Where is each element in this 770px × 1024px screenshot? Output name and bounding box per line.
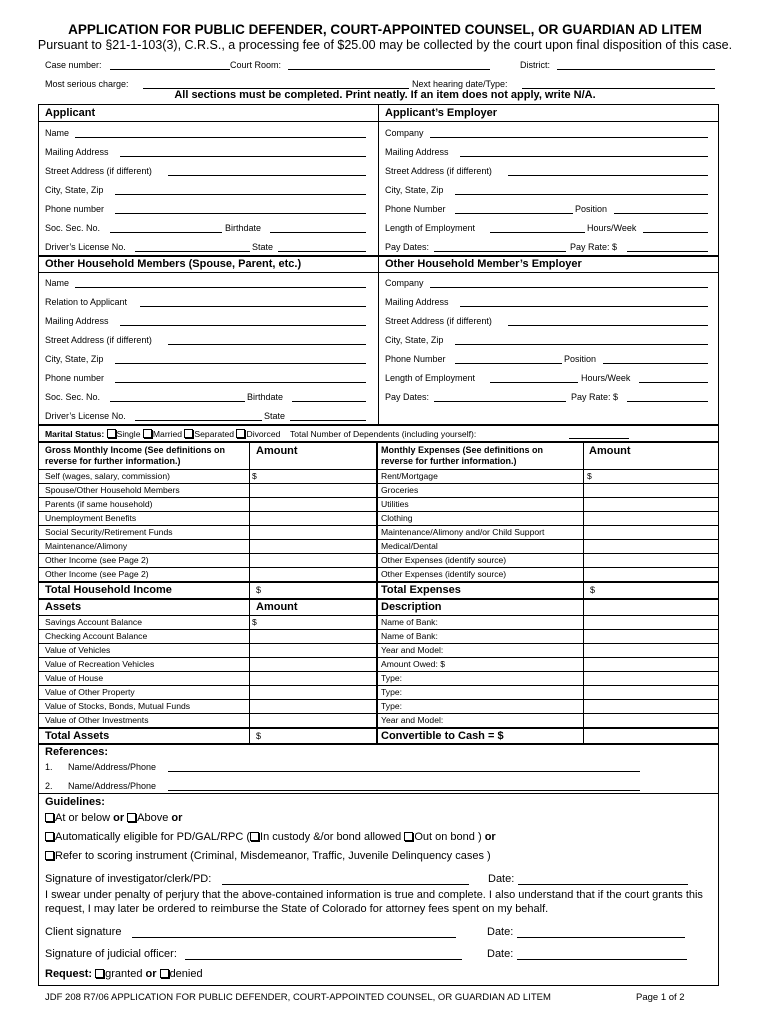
employer-payrate-field[interactable] <box>627 251 708 252</box>
row-divider <box>38 699 719 700</box>
client-date-field[interactable] <box>517 937 685 938</box>
form-subtitle: Pursuant to §21-1-103(3), C.R.S., a processing fee of $25.00 may be collected by the court upon final disposition of this case. <box>37 38 733 52</box>
hhe-street-label: Street Address (if different) <box>385 316 492 326</box>
divider <box>38 793 719 794</box>
expense-row-value-field[interactable] <box>587 499 712 511</box>
expense-row-value-field[interactable] <box>587 485 712 497</box>
investigator-date-field[interactable] <box>518 884 688 885</box>
hearing-label: Next hearing date/Type: <box>412 79 508 89</box>
reference-2-field[interactable] <box>168 790 640 791</box>
applicant-license-label: Driver’s License No. <box>45 242 126 252</box>
row-divider <box>38 539 719 540</box>
expense-row-value-field[interactable] <box>587 555 712 567</box>
denied-label: denied <box>169 968 203 980</box>
income-guideline-row <box>45 812 182 824</box>
employer-length-label: Length of Employment <box>385 223 476 233</box>
single-checkbox[interactable] <box>107 429 116 438</box>
total-income-label: Total Household Income <box>45 584 172 596</box>
income-row-amount-field[interactable] <box>252 541 372 553</box>
hh-city-label: City, State, Zip <box>45 354 104 364</box>
hhe-city-label: City, State, Zip <box>385 335 444 345</box>
income-row-label: Other Income (see Page 2) <box>45 569 149 579</box>
district-field[interactable] <box>557 69 715 70</box>
applicant-license-field[interactable] <box>135 251 250 252</box>
income-row-amount-field[interactable] <box>252 569 372 581</box>
expense-row-label: Maintenance/Alimony and/or Child Support <box>381 527 545 537</box>
total-assets-dollar: $ <box>256 731 262 741</box>
references-heading: References: <box>45 746 108 758</box>
charge-label: Most serious charge: <box>45 79 129 89</box>
description-row-value-field[interactable] <box>587 617 712 629</box>
expense-row-label: Other Expenses (identify source) <box>381 569 507 579</box>
footer-form-id: JDF 208 R7/06 APPLICATION FOR PUBLIC DEFENDER, COURT-APPOINTED COUNSEL, OR GUARDIAN AD LITEM <box>45 992 551 1003</box>
scoring-label: Refer to scoring instrument (Criminal, Misdemeanor, Traffic, Juvenile Delinquency cases ) <box>55 850 491 862</box>
income-row-label: Self (wages, salary, commission) <box>45 471 170 481</box>
hh-name-field[interactable] <box>75 287 366 288</box>
total-expenses-label: Total Expenses <box>381 584 461 596</box>
dependents-field[interactable] <box>569 438 629 439</box>
denied-checkbox[interactable] <box>160 969 169 978</box>
row-divider <box>38 629 719 630</box>
hh-mailing-label: Mailing Address <box>45 316 109 326</box>
row-divider <box>38 671 719 672</box>
marital-status-row <box>45 429 476 439</box>
applicant-heading: Applicant <box>45 107 96 119</box>
applicant-name-label: Name <box>45 128 70 138</box>
investigator-label: Signature of investigator/clerk/PD: <box>45 873 212 885</box>
applicant-ssn-field[interactable] <box>110 232 222 233</box>
income-row-label: Maintenance/Alimony <box>45 541 128 551</box>
reference-1-label: Name/Address/Phone <box>68 762 157 772</box>
description-heading: Description <box>381 601 442 613</box>
divider <box>38 598 719 600</box>
above-checkbox[interactable] <box>127 813 136 822</box>
hhe-hours-field[interactable] <box>639 382 708 383</box>
income-row-amount-field[interactable] <box>252 513 372 525</box>
auto-eligible-row <box>45 831 496 843</box>
investigator-signature-field[interactable] <box>222 884 469 885</box>
employer-hours-field[interactable] <box>643 232 708 233</box>
income-row-label: Other Income (see Page 2) <box>45 555 149 565</box>
row-divider <box>38 497 719 498</box>
divider <box>378 104 379 257</box>
row-divider <box>38 525 719 526</box>
income-heading: Gross Monthly Income (See definitions on reverse for further information.) <box>45 445 226 466</box>
description-row-label: Type: <box>381 701 403 711</box>
reference-1-field[interactable] <box>168 771 640 772</box>
applicant-name-field[interactable] <box>75 137 366 138</box>
total-income-dollar: $ <box>256 585 262 595</box>
applicant-mailing-label: Mailing Address <box>45 147 109 157</box>
court-room-label: Court Room: <box>230 60 282 70</box>
row-divider <box>38 553 719 554</box>
marital-label: Marital Status: <box>45 429 105 439</box>
hhe-mailing-field[interactable] <box>460 306 708 307</box>
hh-city-field[interactable] <box>115 363 366 364</box>
hhe-position-field[interactable] <box>603 363 708 364</box>
row-divider <box>38 713 719 714</box>
employer-position-label: Position <box>575 204 608 214</box>
asset-row-label: Value of Other Investments <box>45 715 149 725</box>
employer-position-field[interactable] <box>614 213 708 214</box>
description-row-label: Type: <box>381 673 403 683</box>
hh-birthdate-label: Birthdate <box>247 392 284 402</box>
dependents-label: Total Number of Dependents (including yourself): <box>289 429 477 439</box>
hh-phone-field[interactable] <box>115 382 366 383</box>
asset-row-amount-field[interactable] <box>252 631 372 643</box>
expense-row-value-field[interactable]: $ <box>587 471 592 481</box>
reference-2-number: 2. <box>45 781 53 791</box>
out-on-bond-checkbox[interactable] <box>404 832 413 841</box>
page-number: Page 1 of 2 <box>636 992 685 1003</box>
auto-eligible-label: Automatically eligible for PD/GAL/RPC ( <box>55 831 251 843</box>
employer-hours-label: Hours/Week <box>587 223 637 233</box>
employer-street-field[interactable] <box>508 175 708 176</box>
description-row-value-field[interactable] <box>587 673 712 685</box>
auto-eligible-checkbox[interactable] <box>45 832 54 841</box>
divider <box>38 727 719 729</box>
married-checkbox[interactable] <box>143 429 152 438</box>
perjury-statement: I swear under penalty of perjury that the above-contained information is true and complete. I also understand that if the court grants this request, I may later be ordered to reimburse the State of Colorado for attorney fees spent on my behalf. <box>45 889 703 915</box>
scoring-checkbox[interactable] <box>45 851 54 860</box>
applicant-phone-label: Phone number <box>45 204 105 214</box>
employer-paydates-field[interactable] <box>434 251 566 252</box>
hhe-payrate-field[interactable] <box>627 401 708 402</box>
applicant-state-label: State <box>252 242 274 252</box>
employer-company-label: Company <box>385 128 424 138</box>
hh-mailing-field[interactable] <box>120 325 366 326</box>
income-row-amount-field[interactable]: $ <box>252 471 257 481</box>
row-divider <box>38 511 719 512</box>
judicial-signature-field[interactable] <box>185 959 462 960</box>
income-row-label: Unemployment Benefits <box>45 513 137 523</box>
expenses-heading: Monthly Expenses (See definitions on reverse for further information.) <box>381 445 544 466</box>
row-divider <box>38 483 719 484</box>
expense-row-value-field[interactable] <box>587 541 712 553</box>
income-row-label: Social Security/Retirement Funds <box>45 527 173 537</box>
hh-state-field[interactable] <box>290 420 366 421</box>
guidelines-heading: Guidelines: <box>45 796 105 808</box>
reference-1-number: 1. <box>45 762 53 772</box>
asset-row-amount-field[interactable] <box>252 645 372 657</box>
hhe-city-field[interactable] <box>455 344 708 345</box>
assets-amount-heading: Amount <box>256 601 298 613</box>
divider <box>38 272 719 273</box>
judicial-signature-label: Signature of judicial officer: <box>45 948 177 960</box>
out-on-bond-label: Out on bond ) <box>414 831 482 843</box>
hh-street-label: Street Address (if different) <box>45 335 152 345</box>
hhe-company-label: Company <box>385 278 424 288</box>
employer-city-label: City, State, Zip <box>385 185 444 195</box>
income-row-label: Parents (if same household) <box>45 499 153 509</box>
client-date-label: Date: <box>487 926 514 938</box>
separated-label: Separated <box>194 429 235 439</box>
hhe-paydates-field[interactable] <box>434 401 566 402</box>
hh-relation-field[interactable] <box>140 306 366 307</box>
total-assets-label: Total Assets <box>45 730 110 742</box>
expense-row-label: Rent/Mortgage <box>381 471 438 481</box>
applicant-birthdate-field[interactable] <box>270 232 366 233</box>
at-or-below-label: At or below <box>55 812 111 824</box>
in-custody-label: In custody &/or bond allowed <box>260 831 402 843</box>
request-label: Request: <box>45 968 93 980</box>
hh-birthdate-field[interactable] <box>292 401 366 402</box>
row-divider <box>38 685 719 686</box>
employer-payrate-label: Pay Rate: $ <box>570 242 618 252</box>
applicant-city-label: City, State, Zip <box>45 185 104 195</box>
income-row-label: Spouse/Other Household Members <box>45 485 180 495</box>
hh-name-label: Name <box>45 278 70 288</box>
convertible-cash-label: Convertible to Cash = $ <box>381 730 504 742</box>
divider <box>38 469 719 470</box>
divorced-label: Divorced <box>246 429 281 439</box>
investigator-date-label: Date: <box>488 873 515 885</box>
client-signature-label: Client signature <box>45 926 122 938</box>
description-row-label: Type: <box>381 687 403 697</box>
expense-row-value-field[interactable] <box>587 569 712 581</box>
applicant-city-field[interactable] <box>115 194 366 195</box>
asset-row-label: Value of Stocks, Bonds, Mutual Funds <box>45 701 191 711</box>
asset-row-label: Value of House <box>45 673 104 683</box>
reference-2-label: Name/Address/Phone <box>68 781 157 791</box>
description-row-label: Amount Owed: $ <box>381 659 446 669</box>
hhe-phone-field[interactable] <box>455 363 562 364</box>
employer-street-label: Street Address (if different) <box>385 166 492 176</box>
divider <box>38 615 719 616</box>
employer-phone-label: Phone Number <box>385 204 446 214</box>
expense-row-value-field[interactable] <box>587 513 712 525</box>
hh-license-field[interactable] <box>135 420 262 421</box>
hhe-mailing-label: Mailing Address <box>385 297 449 307</box>
granted-checkbox[interactable] <box>95 969 104 978</box>
hh-license-label: Driver’s License No. <box>45 411 126 421</box>
expense-row-label: Other Expenses (identify source) <box>381 555 507 565</box>
employer-phone-field[interactable] <box>455 213 573 214</box>
district-label: District: <box>520 60 550 70</box>
employer-heading: Applicant’s Employer <box>385 107 498 119</box>
employer-paydates-label: Pay Dates: <box>385 242 430 252</box>
total-expenses-dollar: $ <box>590 585 596 595</box>
assets-heading: Assets <box>45 601 82 613</box>
or-text: or <box>145 968 157 980</box>
applicant-street-label: Street Address (if different) <box>45 166 152 176</box>
judicial-date-field[interactable] <box>517 959 687 960</box>
divider <box>38 441 719 443</box>
hhe-length-field[interactable] <box>490 382 578 383</box>
scoring-row <box>45 850 491 862</box>
applicant-street-field[interactable] <box>168 175 366 176</box>
case-number-field[interactable] <box>110 69 230 70</box>
hhe-paydates-label: Pay Dates: <box>385 392 430 402</box>
description-row-label: Name of Bank: <box>381 617 438 627</box>
description-row-value-field[interactable] <box>587 645 712 657</box>
employer-mailing-label: Mailing Address <box>385 147 449 157</box>
expense-row-label: Clothing <box>381 513 413 523</box>
notice-text: All sections must be completed. Print neatly. If an item does not apply, write N/A. <box>174 89 596 101</box>
form-title: APPLICATION FOR PUBLIC DEFENDER, COURT-APPOINTED COUNSEL, OR GUARDIAN AD LITEM <box>68 22 702 37</box>
court-room-field[interactable] <box>288 69 490 70</box>
asset-row-amount-field[interactable] <box>252 715 372 727</box>
client-signature-field[interactable] <box>132 937 456 938</box>
description-row-value-field[interactable] <box>587 687 712 699</box>
expense-row-label: Utilities <box>381 499 409 509</box>
employer-length-field[interactable] <box>490 232 585 233</box>
request-row <box>45 968 203 980</box>
description-row-value-field[interactable] <box>587 631 712 643</box>
applicant-phone-field[interactable] <box>115 213 366 214</box>
employer-company-field[interactable] <box>430 137 708 138</box>
asset-row-label: Value of Recreation Vehicles <box>45 659 155 669</box>
divider <box>38 121 719 122</box>
description-row-value-field[interactable] <box>587 701 712 713</box>
description-row-value-field[interactable] <box>587 659 712 671</box>
asset-row-amount-field[interactable] <box>252 701 372 713</box>
asset-row-label: Savings Account Balance <box>45 617 142 627</box>
at-or-below-checkbox[interactable] <box>45 813 54 822</box>
row-divider <box>38 567 719 568</box>
hhe-phone-label: Phone Number <box>385 354 446 364</box>
applicant-ssn-label: Soc. Sec. No. <box>45 223 101 233</box>
or-text: or <box>113 812 125 824</box>
applicant-state-field[interactable] <box>278 251 366 252</box>
or-text: or <box>484 831 496 843</box>
income-row-amount-field[interactable] <box>252 485 372 497</box>
in-custody-checkbox[interactable] <box>250 832 259 841</box>
employer-city-field[interactable] <box>455 194 708 195</box>
asset-row-label: Checking Account Balance <box>45 631 148 641</box>
hh-relation-label: Relation to Applicant <box>45 297 128 307</box>
hh-employer-heading: Other Household Member’s Employer <box>385 258 582 270</box>
expense-row-label: Medical/Dental <box>381 541 438 551</box>
hhe-hours-label: Hours/Week <box>581 373 631 383</box>
income-amount-heading: Amount <box>256 445 298 457</box>
asset-row-label: Value of Vehicles <box>45 645 111 655</box>
married-label: Married <box>152 429 183 439</box>
divorced-checkbox[interactable] <box>236 429 245 438</box>
single-label: Single <box>116 429 141 439</box>
case-number-label: Case number: <box>45 60 102 70</box>
row-divider <box>38 643 719 644</box>
hh-ssn-label: Soc. Sec. No. <box>45 392 101 402</box>
hh-phone-label: Phone number <box>45 373 105 383</box>
income-row-amount-field[interactable] <box>252 527 372 539</box>
hh-street-field[interactable] <box>168 344 366 345</box>
household-heading: Other Household Members (Spouse, Parent, etc.) <box>45 258 302 270</box>
hhe-street-field[interactable] <box>508 325 708 326</box>
separated-checkbox[interactable] <box>184 429 193 438</box>
above-label: Above <box>137 812 169 824</box>
hhe-length-label: Length of Employment <box>385 373 476 383</box>
applicant-birthdate-label: Birthdate <box>225 223 262 233</box>
hh-ssn-field[interactable] <box>110 401 245 402</box>
expense-row-label: Groceries <box>381 485 419 495</box>
row-divider <box>38 657 719 658</box>
hhe-payrate-label: Pay Rate: $ <box>571 392 619 402</box>
income-row-amount-field[interactable] <box>252 555 372 567</box>
description-row-label: Year and Model: <box>381 645 444 655</box>
description-row-label: Name of Bank: <box>381 631 438 641</box>
employer-mailing-field[interactable] <box>460 156 708 157</box>
income-row-amount-field[interactable] <box>252 499 372 511</box>
applicant-mailing-field[interactable] <box>120 156 366 157</box>
hhe-company-field[interactable] <box>430 287 708 288</box>
asset-row-amount-field[interactable] <box>252 659 372 671</box>
granted-label: granted <box>105 968 143 980</box>
expenses-amount-heading: Amount <box>589 445 631 457</box>
hhe-position-label: Position <box>564 354 597 364</box>
divider <box>378 255 379 425</box>
judicial-date-label: Date: <box>487 948 514 960</box>
asset-row-amount-field[interactable]: $ <box>252 617 257 627</box>
asset-row-amount-field[interactable] <box>252 687 372 699</box>
divider <box>38 581 719 583</box>
expense-row-value-field[interactable] <box>587 527 712 539</box>
asset-row-amount-field[interactable] <box>252 673 372 685</box>
asset-row-label: Value of Other Property <box>45 687 135 697</box>
description-row-value-field[interactable] <box>587 715 712 727</box>
or-text: or <box>171 812 183 824</box>
description-row-label: Year and Model: <box>381 715 444 725</box>
hh-state-label: State <box>264 411 286 421</box>
